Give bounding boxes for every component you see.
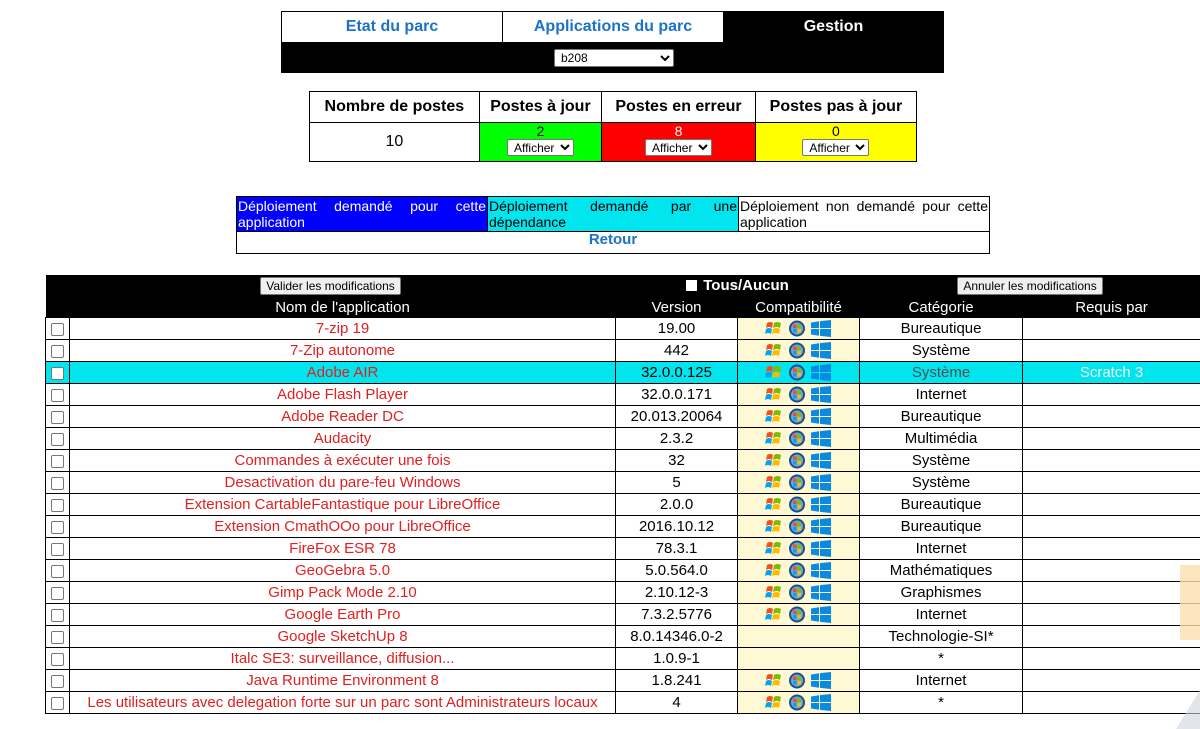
windows-10-icon — [810, 452, 832, 469]
row-checkbox[interactable] — [51, 455, 64, 468]
windows-xp-icon — [765, 518, 783, 535]
app-name[interactable]: Adobe Reader DC — [70, 406, 616, 428]
app-name[interactable]: FireFox ESR 78 — [70, 538, 616, 560]
app-version: 32.0.0.125 — [616, 362, 738, 384]
table-row — [46, 516, 1200, 538]
app-compatibility — [738, 560, 860, 582]
validate-button[interactable]: Valider les modifications — [260, 277, 401, 295]
applications-table — [45, 275, 1200, 714]
app-version: 2016.10.12 — [616, 516, 738, 538]
row-checkbox-cell — [46, 428, 70, 450]
app-compatibility — [738, 538, 860, 560]
app-category: Système — [860, 340, 1023, 362]
app-category: Bureautique — [860, 318, 1023, 340]
row-checkbox[interactable] — [51, 411, 64, 424]
row-checkbox-cell — [46, 384, 70, 406]
table-row — [46, 648, 1200, 670]
table-row — [46, 340, 1200, 362]
row-checkbox[interactable] — [51, 543, 64, 556]
app-version: 2.0.0 — [616, 494, 738, 516]
tab-applications-du-parc[interactable]: Applications du parc — [503, 12, 724, 42]
app-compatibility — [738, 340, 860, 362]
table-row — [46, 362, 1200, 384]
row-checkbox[interactable] — [51, 433, 64, 446]
afficher-pas-a-jour-select[interactable] — [802, 139, 869, 156]
app-version: 8.0.14346.0-2 — [616, 626, 738, 648]
parc-select[interactable] — [554, 49, 674, 67]
windows-xp-icon — [765, 452, 783, 469]
app-name[interactable]: 7-zip 19 — [70, 318, 616, 340]
windows-10-icon — [810, 364, 832, 381]
windows-10-icon — [810, 496, 832, 513]
windows-xp-icon — [765, 430, 783, 447]
app-name[interactable]: Java Runtime Environment 8 — [70, 670, 616, 692]
row-checkbox[interactable] — [51, 565, 64, 578]
row-checkbox-cell — [46, 450, 70, 472]
app-category: * — [860, 692, 1023, 714]
header-checkbox — [46, 297, 70, 318]
row-checkbox-cell — [46, 318, 70, 340]
app-required-by[interactable]: Scratch 3 — [1023, 362, 1200, 384]
table-row — [46, 692, 1200, 714]
app-name[interactable]: GeoGebra 5.0 — [70, 560, 616, 582]
app-version: 5.0.564.0 — [616, 560, 738, 582]
windows-10-icon — [810, 342, 832, 359]
app-compatibility — [738, 384, 860, 406]
app-version: 1.8.241 — [616, 670, 738, 692]
windows-7-icon — [788, 606, 806, 623]
app-compatibility — [738, 648, 860, 670]
legend-table — [236, 196, 990, 254]
total-postes: 10 — [310, 123, 480, 162]
windows-xp-icon — [765, 496, 783, 513]
row-checkbox[interactable] — [51, 587, 64, 600]
table-row — [46, 318, 1200, 340]
app-compatibility — [738, 604, 860, 626]
windows-xp-icon — [765, 606, 783, 623]
app-category: Internet — [860, 604, 1023, 626]
row-checkbox[interactable] — [51, 653, 64, 666]
app-version: 20.013.20064 — [616, 406, 738, 428]
app-name[interactable]: Adobe AIR — [70, 362, 616, 384]
windows-7-icon — [788, 342, 806, 359]
app-compatibility — [738, 626, 860, 648]
app-required-by[interactable] — [1023, 582, 1200, 604]
row-checkbox-cell — [46, 516, 70, 538]
app-category: Graphismes — [860, 582, 1023, 604]
row-checkbox-cell — [46, 494, 70, 516]
legend-deploiement-demande: Déploiement demandé pour cette application — [238, 198, 486, 230]
app-version: 19.00 — [616, 318, 738, 340]
windows-xp-icon — [765, 408, 783, 425]
windows-xp-icon — [765, 342, 783, 359]
table-row — [46, 384, 1200, 406]
windows-xp-icon — [765, 562, 783, 579]
app-compatibility — [738, 670, 860, 692]
app-required-by[interactable] — [1023, 494, 1200, 516]
app-compatibility — [738, 362, 860, 384]
app-compatibility — [738, 428, 860, 450]
app-category: Internet — [860, 384, 1023, 406]
windows-10-icon — [810, 606, 832, 623]
row-checkbox[interactable] — [51, 389, 64, 402]
header-requis-par: Requis par — [1023, 297, 1200, 318]
app-category: Système — [860, 362, 1023, 384]
windows-xp-icon — [765, 320, 783, 337]
row-checkbox[interactable] — [51, 697, 64, 710]
row-checkbox[interactable] — [51, 521, 64, 534]
app-required-by[interactable] — [1023, 692, 1200, 714]
app-required-by[interactable] — [1023, 384, 1200, 406]
row-checkbox[interactable] — [51, 499, 64, 512]
windows-xp-icon — [765, 694, 783, 711]
app-name[interactable]: Google Earth Pro — [70, 604, 616, 626]
app-version: 5 — [616, 472, 738, 494]
app-name[interactable]: Extension CmathOOo pour LibreOffice — [70, 516, 616, 538]
app-required-by[interactable] — [1023, 340, 1200, 362]
app-version: 32.0.0.171 — [616, 384, 738, 406]
app-compatibility — [738, 516, 860, 538]
afficher-a-jour-select[interactable] — [507, 139, 574, 156]
windows-7-icon — [788, 364, 806, 381]
row-checkbox-cell — [46, 472, 70, 494]
header-postes-en-erreur: Postes en erreur — [602, 92, 756, 123]
table-row — [46, 582, 1200, 604]
header-compatibilite: Compatibilité — [738, 297, 860, 318]
row-checkbox-cell — [46, 362, 70, 384]
app-required-by[interactable] — [1023, 648, 1200, 670]
windows-7-icon — [788, 672, 806, 689]
app-category: * — [860, 648, 1023, 670]
windows-10-icon — [810, 408, 832, 425]
app-version: 442 — [616, 340, 738, 362]
row-checkbox-cell — [46, 340, 70, 362]
app-required-by[interactable] — [1023, 450, 1200, 472]
header-postes-a-jour: Postes à jour — [479, 92, 602, 123]
postes-pas-a-jour-cell — [755, 123, 916, 162]
app-version: 4 — [616, 692, 738, 714]
header-categorie: Catégorie — [860, 297, 1023, 318]
app-category: Internet — [860, 538, 1023, 560]
row-checkbox-cell — [46, 406, 70, 428]
windows-10-icon — [810, 540, 832, 557]
app-name[interactable]: Google SketchUp 8 — [70, 626, 616, 648]
row-checkbox-cell — [46, 604, 70, 626]
app-required-by[interactable] — [1023, 604, 1200, 626]
legend-deploiement-dependance: Déploiement demandé par une dépendance — [489, 198, 737, 230]
app-required-by[interactable] — [1023, 626, 1200, 648]
app-required-by[interactable] — [1023, 406, 1200, 428]
app-version: 2.3.2 — [616, 428, 738, 450]
windows-xp-icon — [765, 540, 783, 557]
windows-10-icon — [810, 320, 832, 337]
windows-7-icon — [788, 694, 806, 711]
retour-link[interactable]: Retour — [237, 232, 990, 254]
tab-etat-du-parc[interactable]: Etat du parc — [282, 12, 503, 42]
app-compatibility — [738, 450, 860, 472]
windows-xp-icon — [765, 584, 783, 601]
windows-10-icon — [810, 386, 832, 403]
table-row — [46, 428, 1200, 450]
windows-10-icon — [810, 584, 832, 601]
table-row — [46, 560, 1200, 582]
app-version: 78.3.1 — [616, 538, 738, 560]
windows-10-icon — [810, 430, 832, 447]
windows-7-icon — [788, 562, 806, 579]
row-checkbox-cell — [46, 692, 70, 714]
table-row — [46, 626, 1200, 648]
app-category: Système — [860, 472, 1023, 494]
row-checkbox[interactable] — [51, 323, 64, 336]
windows-10-icon — [810, 694, 832, 711]
windows-7-icon — [788, 408, 806, 425]
app-compatibility — [738, 472, 860, 494]
tab-gestion[interactable]: Gestion — [724, 12, 943, 42]
cancel-cell — [860, 275, 1200, 297]
app-name[interactable]: Extension CartableFantastique pour LibreOffice — [70, 494, 616, 516]
app-category: Bureautique — [860, 516, 1023, 538]
table-row — [46, 472, 1200, 494]
header-postes-pas-a-jour: Postes pas à jour — [755, 92, 916, 123]
row-checkbox[interactable] — [51, 609, 64, 622]
stats-table — [309, 91, 917, 162]
app-required-by[interactable] — [1023, 538, 1200, 560]
windows-7-icon — [788, 496, 806, 513]
postes-a-jour-count: 2 — [536, 123, 545, 139]
row-checkbox[interactable] — [51, 345, 64, 358]
app-required-by[interactable] — [1023, 516, 1200, 538]
legend-deploiement-non-demande: Déploiement non demandé pour cette application — [740, 198, 988, 230]
row-checkbox-cell — [46, 626, 70, 648]
postes-a-jour-cell — [479, 123, 602, 162]
row-checkbox-cell — [46, 582, 70, 604]
table-row — [46, 406, 1200, 428]
row-checkbox[interactable] — [51, 367, 64, 380]
app-category: Multimédia — [860, 428, 1023, 450]
windows-7-icon — [788, 452, 806, 469]
header-nombre-postes: Nombre de postes — [310, 92, 480, 123]
table-row — [46, 670, 1200, 692]
top-nav — [281, 11, 944, 73]
windows-7-icon — [788, 386, 806, 403]
table-row — [46, 538, 1200, 560]
header-version: Version — [616, 297, 738, 318]
app-compatibility — [738, 318, 860, 340]
app-category: Système — [860, 450, 1023, 472]
windows-7-icon — [788, 584, 806, 601]
app-required-by[interactable] — [1023, 472, 1200, 494]
app-name[interactable]: 7-Zip autonome — [70, 340, 616, 362]
windows-xp-icon — [765, 364, 783, 381]
windows-10-icon — [810, 518, 832, 535]
table-row — [46, 604, 1200, 626]
app-name[interactable]: Audacity — [70, 428, 616, 450]
windows-xp-icon — [765, 386, 783, 403]
row-checkbox-cell — [46, 538, 70, 560]
row-checkbox-cell — [46, 670, 70, 692]
postes-en-erreur-count: 8 — [674, 123, 683, 139]
app-required-by[interactable] — [1023, 428, 1200, 450]
windows-10-icon — [810, 562, 832, 579]
app-compatibility — [738, 582, 860, 604]
toggle-all-checkbox[interactable] — [686, 280, 697, 291]
applications-body — [46, 318, 1200, 714]
app-version: 1.0.9-1 — [616, 648, 738, 670]
row-checkbox[interactable] — [51, 477, 64, 490]
app-name[interactable]: Gimp Pack Mode 2.10 — [70, 582, 616, 604]
app-version: 2.10.12-3 — [616, 582, 738, 604]
windows-7-icon — [788, 430, 806, 447]
validate-cell — [46, 275, 616, 297]
app-required-by[interactable] — [1023, 318, 1200, 340]
row-checkbox[interactable] — [51, 675, 64, 688]
app-name[interactable]: Commandes à exécuter une fois — [70, 450, 616, 472]
watermark-shape — [1180, 565, 1200, 640]
app-category: Mathématiques — [860, 560, 1023, 582]
toggle-all[interactable] — [686, 277, 789, 294]
windows-10-icon — [810, 474, 832, 491]
app-compatibility — [738, 494, 860, 516]
row-checkbox-cell — [46, 648, 70, 670]
app-category: Internet — [860, 670, 1023, 692]
app-category: Bureautique — [860, 406, 1023, 428]
toggle-all-label: Tous/Aucun — [703, 277, 789, 294]
app-category: Bureautique — [860, 494, 1023, 516]
windows-7-icon — [788, 320, 806, 337]
app-name[interactable]: Les utilisateurs avec delegation forte sur un parc sont Administrateurs locaux — [70, 692, 616, 714]
row-checkbox-cell — [46, 560, 70, 582]
table-row — [46, 450, 1200, 472]
app-name[interactable]: Desactivation du pare-feu Windows — [70, 472, 616, 494]
app-category: Technologie-SI* — [860, 626, 1023, 648]
cancel-button[interactable]: Annuler les modifications — [957, 277, 1102, 295]
windows-7-icon — [788, 474, 806, 491]
app-version: 7.3.2.5776 — [616, 604, 738, 626]
app-compatibility — [738, 692, 860, 714]
app-version: 32 — [616, 450, 738, 472]
afficher-en-erreur-select[interactable] — [645, 139, 712, 156]
app-compatibility — [738, 406, 860, 428]
table-row — [46, 494, 1200, 516]
applications-panel — [45, 275, 1200, 714]
app-required-by[interactable] — [1023, 560, 1200, 582]
app-name[interactable]: Italc SE3: surveillance, diffusion... — [70, 648, 616, 670]
windows-xp-icon — [765, 474, 783, 491]
windows-7-icon — [788, 518, 806, 535]
header-nom-application: Nom de l'application — [70, 297, 616, 318]
toggle-all-cell — [616, 275, 860, 297]
postes-pas-a-jour-count: 0 — [832, 123, 840, 139]
app-name[interactable]: Adobe Flash Player — [70, 384, 616, 406]
windows-10-icon — [810, 672, 832, 689]
postes-en-erreur-cell — [602, 123, 756, 162]
row-checkbox[interactable] — [51, 631, 64, 644]
windows-7-icon — [788, 540, 806, 557]
app-required-by[interactable] — [1023, 670, 1200, 692]
windows-xp-icon — [765, 672, 783, 689]
